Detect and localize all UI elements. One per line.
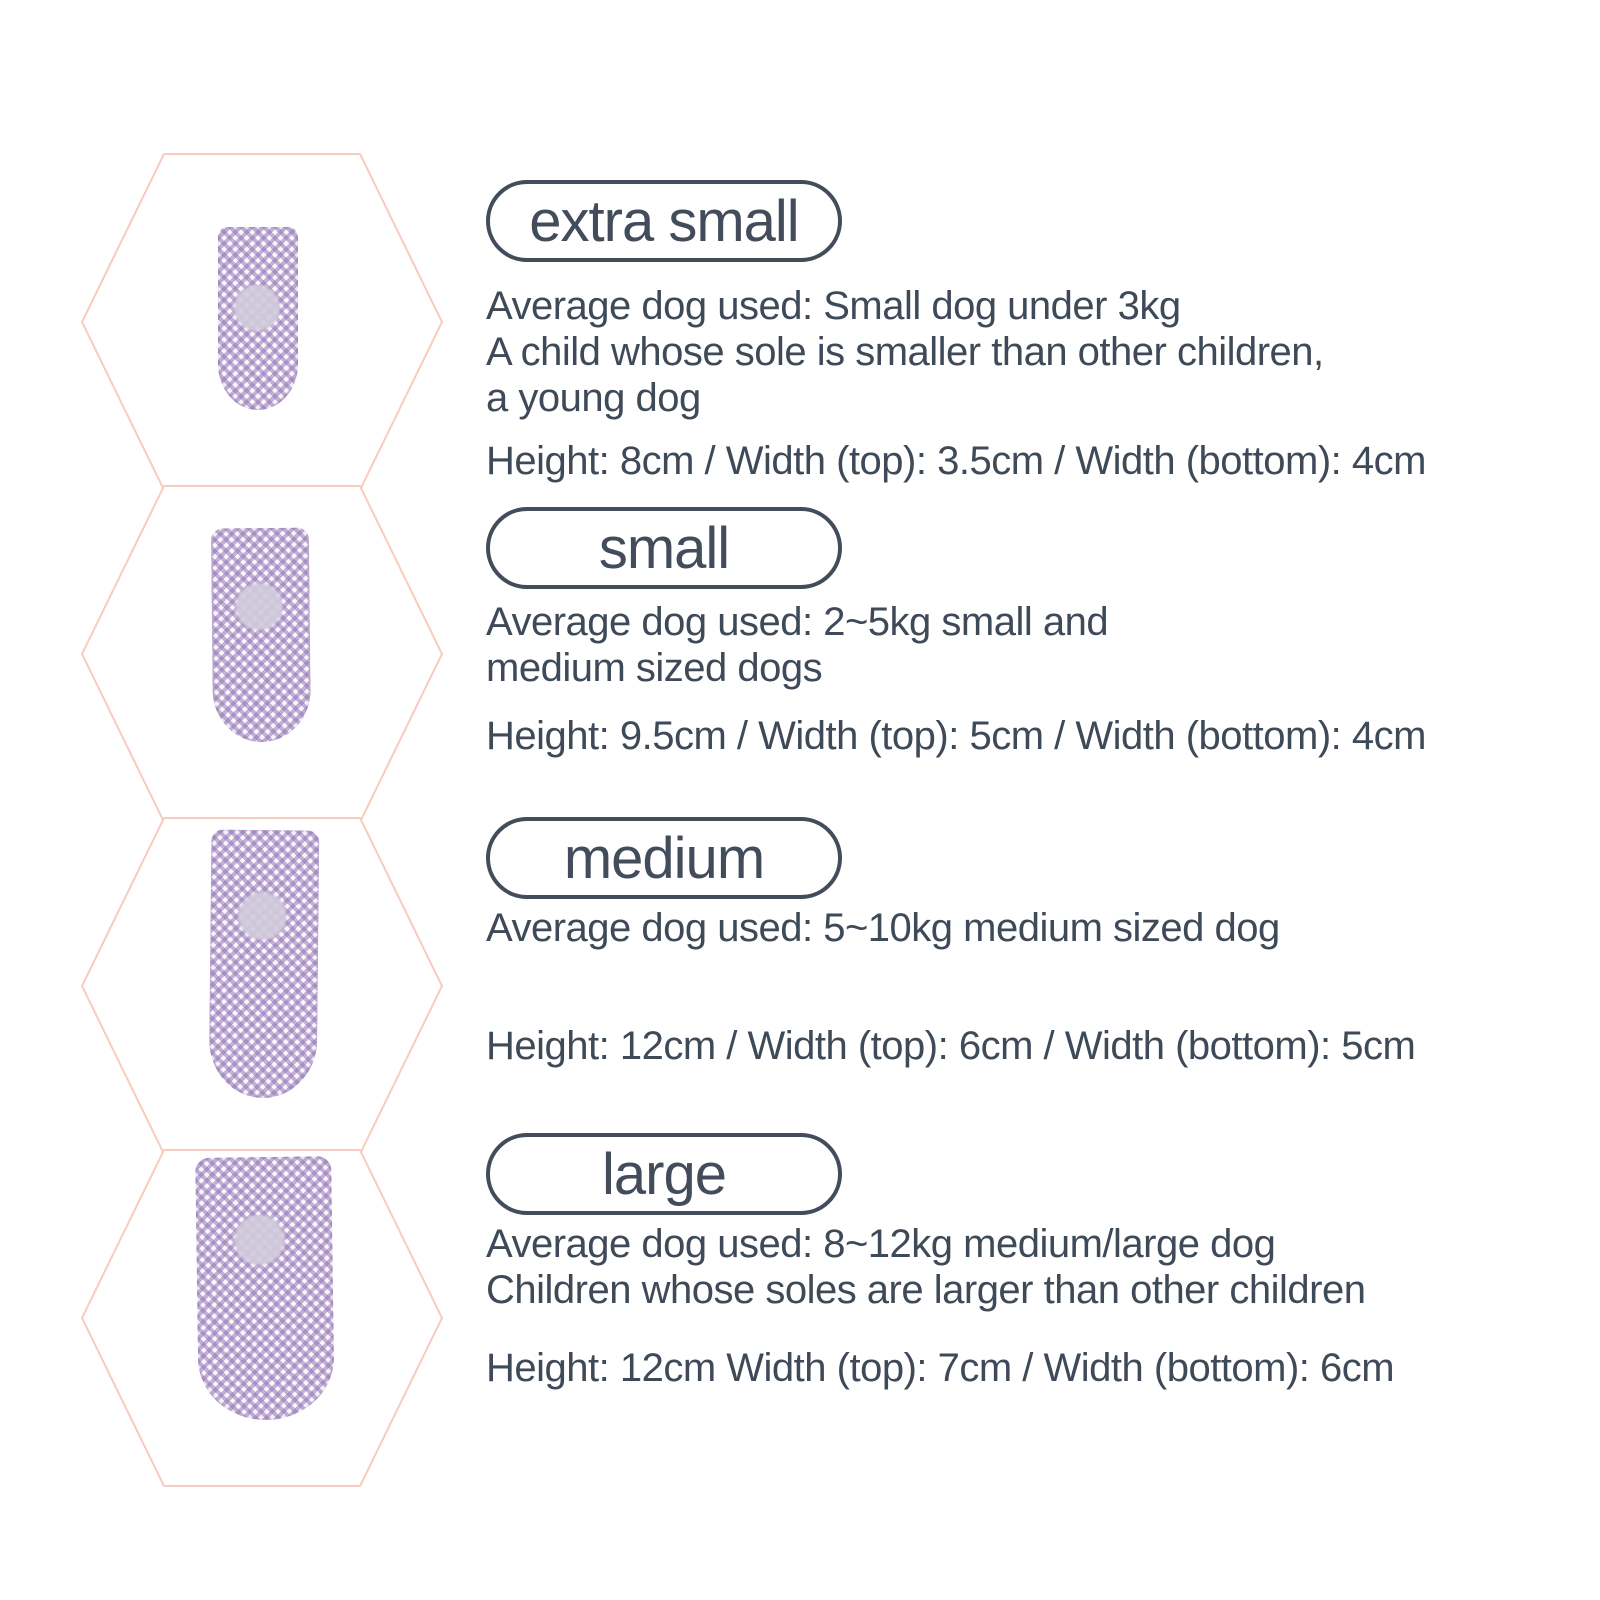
size-label-large: [486, 1133, 842, 1215]
size-description-extra-small: [486, 283, 1516, 421]
size-block-large: [486, 1133, 1516, 1391]
description-line: Children whose soles are larger than other children: [486, 1268, 1366, 1312]
size-dimensions-small: Height: 9.5cm / Width (top): 5cm / Width (bottom): 4cm: [486, 714, 1426, 758]
sock-illustration-large: [195, 1156, 335, 1421]
description-line: a young dog: [486, 376, 701, 420]
description-line: A child whose sole is smaller than other children,: [486, 330, 1324, 374]
sock-pad-dot-large: [234, 1215, 285, 1266]
description-line: Average dog used: Small dog under 3kg: [486, 284, 1181, 328]
description-line: Average dog used: 2~5kg small and: [486, 600, 1109, 644]
size-label-text: extra small: [529, 188, 799, 254]
size-label-text: large: [602, 1141, 726, 1207]
sock-pad-dot-small: [235, 583, 282, 630]
size-dimensions-medium: Height: 12cm / Width (top): 6cm / Width (bottom): 5cm: [486, 1024, 1416, 1068]
size-label-extra-small: [486, 180, 842, 262]
sock-pad-dot-extra-small: [234, 285, 280, 331]
size-dimensions-extra-small: Height: 8cm / Width (top): 3.5cm / Width (bottom): 4cm: [486, 439, 1426, 483]
description-line: Average dog used: 5~10kg medium sized dog: [486, 906, 1280, 950]
sock-illustration-extra-small: [218, 227, 298, 410]
size-description-small: [486, 599, 1516, 691]
size-block-medium: [486, 817, 1516, 1069]
size-description-medium: [486, 905, 1516, 951]
description-line: medium sized dogs: [486, 646, 823, 690]
size-label-text: small: [598, 515, 730, 581]
size-block-extra-small: [486, 180, 1516, 484]
sock-pad-dot-medium: [238, 892, 287, 941]
description-line: Average dog used: 8~12kg medium/large dog: [486, 1222, 1276, 1266]
size-block-small: [486, 507, 1516, 759]
size-description-large: [486, 1221, 1516, 1313]
sock-illustration-small: [211, 527, 311, 742]
size-dimensions-large: Height: 12cm Width (top): 7cm / Width (bottom): 6cm: [486, 1346, 1395, 1390]
sock-illustration-medium: [209, 829, 320, 1098]
size-label-medium: [486, 817, 842, 899]
size-label-small: [486, 507, 842, 589]
size-label-text: medium: [563, 825, 765, 891]
